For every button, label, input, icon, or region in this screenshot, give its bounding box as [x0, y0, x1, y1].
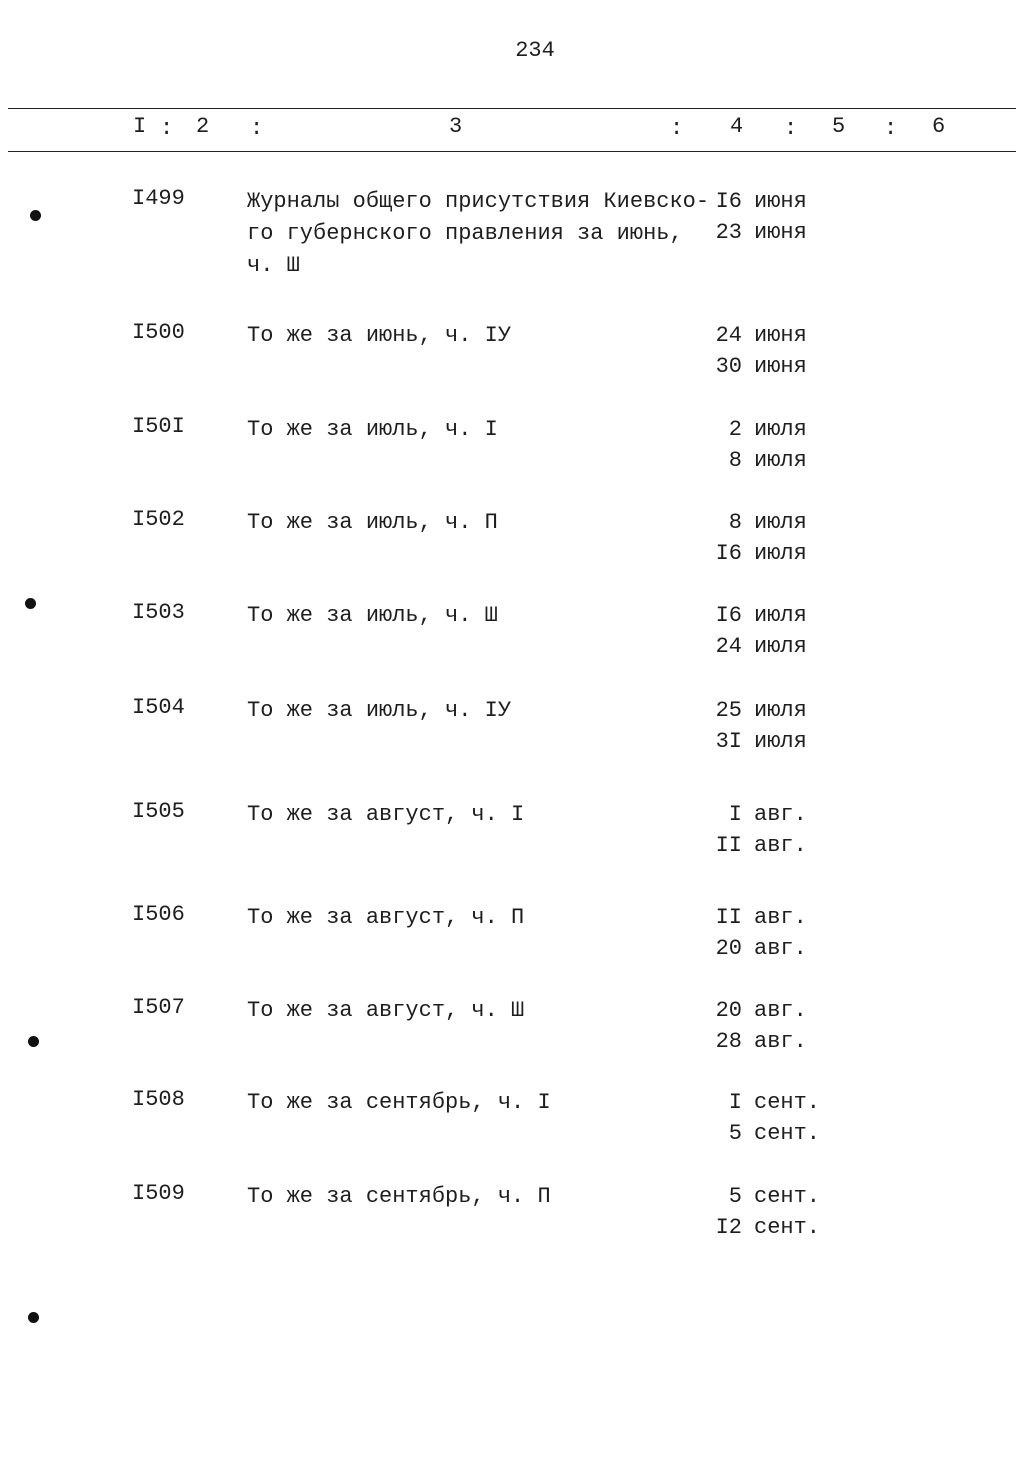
- end-month: июля: [754, 448, 807, 473]
- start-day: I6: [715, 189, 742, 214]
- end-month: июля: [754, 634, 807, 659]
- entry-description: [247, 414, 498, 446]
- end-month: авг.: [754, 833, 807, 858]
- end-date: [700, 933, 810, 964]
- end-day: 30: [715, 354, 742, 379]
- entry-description: [247, 600, 498, 632]
- end-month: июля: [754, 541, 807, 566]
- entry-description: [247, 799, 524, 831]
- binder-hole-mark: [30, 210, 41, 221]
- column-header-2: 2: [196, 114, 210, 139]
- start-date: [700, 1087, 821, 1118]
- start-date: [700, 799, 810, 830]
- column-separator: :: [670, 116, 684, 141]
- start-day: 8: [728, 510, 742, 535]
- start-month: июля: [754, 510, 807, 535]
- binder-hole-mark: [28, 1036, 39, 1047]
- column-separator: :: [250, 116, 264, 141]
- end-date: [700, 726, 810, 757]
- description-line: То же за июль, ч. П: [247, 510, 498, 535]
- end-date: [700, 631, 810, 662]
- end-day: 28: [715, 1029, 742, 1054]
- start-month: сент.: [754, 1090, 821, 1115]
- end-day: 5: [728, 1121, 742, 1146]
- column-header-3: 3: [449, 114, 463, 139]
- description-line: То же за июнь, ч. IУ: [247, 323, 512, 348]
- entry-number: I507: [132, 995, 185, 1020]
- entry-number: I502: [132, 507, 185, 532]
- start-day: 25: [715, 698, 742, 723]
- entry-dates: [700, 186, 810, 248]
- start-month: июля: [754, 698, 807, 723]
- description-line: Журналы общего присутствия Киевско-: [247, 189, 710, 214]
- start-date: [700, 695, 810, 726]
- start-date: [700, 507, 810, 538]
- description-line: То же за сентябрь, ч. П: [247, 1184, 551, 1209]
- end-date: [700, 1026, 810, 1057]
- end-date: [700, 217, 810, 248]
- entry-dates: [700, 995, 810, 1057]
- start-date: [700, 902, 810, 933]
- end-day: 23: [715, 220, 742, 245]
- start-date: [700, 414, 810, 445]
- start-date: [700, 995, 810, 1026]
- start-date: [700, 186, 810, 217]
- column-header-1: I: [133, 114, 147, 139]
- entry-dates: [700, 695, 810, 757]
- column-separator: :: [884, 116, 898, 141]
- start-month: июня: [754, 189, 807, 214]
- entry-number: I508: [132, 1087, 185, 1112]
- entry-dates: [700, 1087, 821, 1149]
- entry-description: [247, 507, 498, 539]
- start-day: 2: [728, 417, 742, 442]
- start-day: 24: [715, 323, 742, 348]
- end-day: II: [715, 833, 742, 858]
- start-month: авг.: [754, 998, 807, 1023]
- entry-dates: [700, 902, 810, 964]
- entry-description: [247, 695, 511, 727]
- description-line: То же за август, ч. Ш: [247, 998, 525, 1023]
- end-date: [700, 1118, 821, 1149]
- column-header-4: 4: [730, 114, 744, 139]
- start-day: I: [728, 802, 742, 827]
- end-day: I2: [715, 1215, 742, 1240]
- entry-dates: [700, 414, 810, 476]
- entry-description: [247, 186, 709, 282]
- entry-description: [247, 1181, 551, 1213]
- end-day: 24: [715, 634, 742, 659]
- end-day: 8: [728, 448, 742, 473]
- entry-description: [247, 1087, 551, 1119]
- end-day: I6: [715, 541, 742, 566]
- entry-number: I504: [132, 695, 185, 720]
- description-line: То же за июль, ч. I: [247, 417, 498, 442]
- end-month: июня: [754, 354, 807, 379]
- entry-dates: [700, 1181, 821, 1243]
- start-month: сент.: [754, 1184, 821, 1209]
- column-header-6: 6: [932, 114, 946, 139]
- end-date: [700, 538, 810, 569]
- end-day: 20: [715, 936, 742, 961]
- end-date: [700, 445, 810, 476]
- start-day: 5: [728, 1184, 742, 1209]
- entry-dates: [700, 320, 810, 382]
- start-month: июня: [754, 323, 807, 348]
- start-day: I6: [715, 603, 742, 628]
- start-month: июля: [754, 603, 807, 628]
- entry-number: I509: [132, 1181, 185, 1206]
- page-number: 234: [515, 38, 555, 63]
- description-line: То же за август, ч. I: [247, 802, 525, 827]
- end-month: сент.: [754, 1215, 821, 1240]
- end-month: сент.: [754, 1121, 821, 1146]
- end-month: июня: [754, 220, 807, 245]
- column-separator: :: [160, 116, 174, 141]
- entry-number: I506: [132, 902, 185, 927]
- end-month: авг.: [754, 1029, 807, 1054]
- description-line: ч. Ш: [247, 253, 300, 278]
- entry-description: [247, 902, 524, 934]
- description-line: То же за июль, ч. IУ: [247, 698, 512, 723]
- start-month: июля: [754, 417, 807, 442]
- entry-number: I499: [132, 186, 185, 211]
- end-month: июля: [754, 729, 807, 754]
- start-day: 20: [715, 998, 742, 1023]
- header-top-rule: [8, 108, 1016, 109]
- start-date: [700, 1181, 821, 1212]
- description-line: го губернского правления за июнь,: [247, 221, 683, 246]
- description-line: То же за июль, ч. Ш: [247, 603, 498, 628]
- column-header-5: 5: [832, 114, 846, 139]
- entry-number: I50I: [132, 414, 185, 439]
- binder-hole-mark: [28, 1312, 39, 1323]
- start-day: I: [728, 1090, 742, 1115]
- end-day: 3I: [715, 729, 742, 754]
- column-separator: :: [784, 116, 798, 141]
- entry-dates: [700, 799, 810, 861]
- entry-dates: [700, 507, 810, 569]
- entry-number: I503: [132, 600, 185, 625]
- end-date: [700, 1212, 821, 1243]
- entry-dates: [700, 600, 810, 662]
- end-month: авг.: [754, 936, 807, 961]
- entry-number: I500: [132, 320, 185, 345]
- description-line: То же за август, ч. П: [247, 905, 525, 930]
- start-date: [700, 600, 810, 631]
- end-date: [700, 830, 810, 861]
- start-date: [700, 320, 810, 351]
- start-month: авг.: [754, 905, 807, 930]
- description-line: То же за сентябрь, ч. I: [247, 1090, 551, 1115]
- header-bottom-rule: [8, 151, 1016, 152]
- start-day: II: [715, 905, 742, 930]
- entry-description: [247, 320, 511, 352]
- entry-description: [247, 995, 524, 1027]
- entry-number: I505: [132, 799, 185, 824]
- end-date: [700, 351, 810, 382]
- binder-hole-mark: [25, 598, 36, 609]
- start-month: авг.: [754, 802, 807, 827]
